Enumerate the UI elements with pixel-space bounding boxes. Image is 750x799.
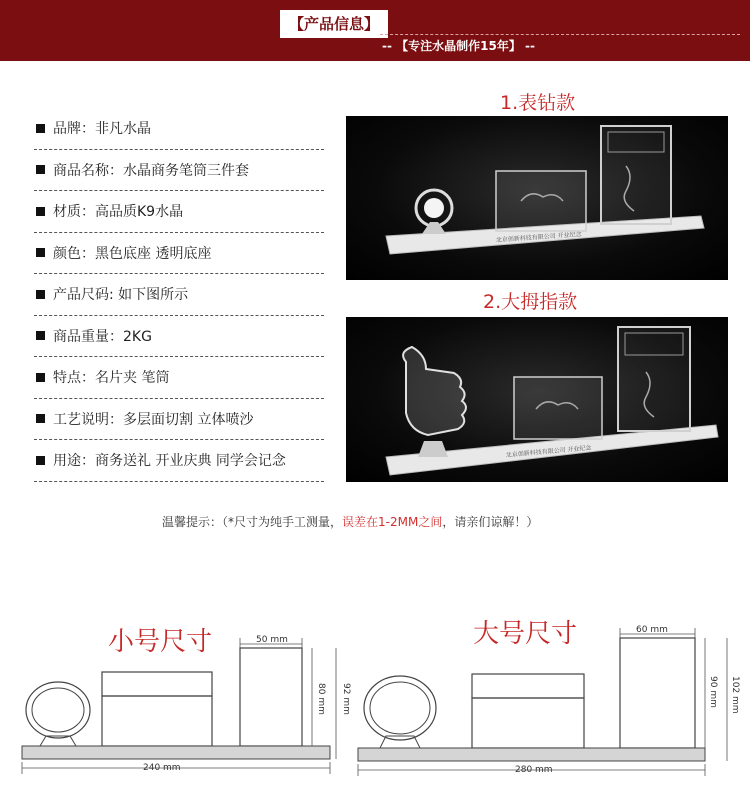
spec-text: 产品尺码: 如下图所示 xyxy=(53,287,189,304)
small-height-outer: 92 mm xyxy=(341,683,351,715)
product-1-photo xyxy=(346,116,728,280)
note-suffix: ，请亲们谅解！） xyxy=(442,515,539,529)
small-top-width: 50 mm xyxy=(256,635,288,645)
spec-text: 商品重量：2KG xyxy=(53,328,152,345)
clock-face xyxy=(424,198,444,218)
bullet-square-icon xyxy=(36,373,45,382)
large-height-outer: 102 mm xyxy=(730,676,740,714)
banner-divider xyxy=(380,34,740,35)
large-size-title: 大号尺寸 xyxy=(473,619,578,649)
large-base-width: 280 mm xyxy=(515,765,553,775)
large-height-inner: 90 mm xyxy=(708,676,718,708)
bullet-square-icon xyxy=(36,456,45,465)
spec-text: 工艺说明：多层面切割 立体喷沙 xyxy=(53,411,254,428)
bullet-square-icon xyxy=(36,207,45,216)
base-outline xyxy=(358,748,705,761)
small-height-inner: 80 mm xyxy=(316,683,326,715)
product-2-illustration xyxy=(346,317,728,482)
large-top-width: 60 mm xyxy=(636,625,668,635)
bullet-square-icon xyxy=(36,248,45,257)
pen-holder xyxy=(618,327,690,431)
bullet-square-icon xyxy=(36,414,45,423)
spec-row xyxy=(34,357,324,399)
bullet-square-icon xyxy=(36,331,45,340)
card-holder xyxy=(496,171,586,231)
card-holder-body xyxy=(102,696,212,746)
bullet-square-icon xyxy=(36,124,45,133)
spec-text: 商品名称：水晶商务笔筒三件套 xyxy=(53,162,249,179)
spec-row xyxy=(34,399,324,441)
product-2-photo xyxy=(346,317,728,482)
spec-row xyxy=(34,150,324,192)
clock-inner xyxy=(370,682,430,734)
measurement-note xyxy=(162,513,538,530)
spec-row xyxy=(34,233,324,275)
small-base-width: 240 mm xyxy=(143,763,181,773)
pen-holder xyxy=(601,126,671,224)
plate-engraving: 北京创新科技有限公司 开业纪念 xyxy=(505,444,592,459)
clock-outline xyxy=(364,676,436,740)
spec-row xyxy=(34,191,324,233)
spec-text: 材质：高品质K9水晶 xyxy=(53,204,184,221)
banner-subtitle: -- 【专注水晶制作15年】 -- xyxy=(382,39,535,53)
spec-row xyxy=(34,440,324,482)
bullet-square-icon xyxy=(36,290,45,299)
spec-text: 特点：名片夹 笔筒 xyxy=(53,370,170,387)
thumb-stand xyxy=(418,441,448,457)
clock-outline xyxy=(26,682,90,738)
header-banner xyxy=(0,0,750,61)
small-size-title: 小号尺寸 xyxy=(108,627,213,657)
plate-engraving: 北京创新科技有限公司 开业纪念 xyxy=(495,231,582,244)
product-1-illustration xyxy=(346,116,728,280)
product-1-title: 1.表钻款 xyxy=(500,92,576,114)
base-outline xyxy=(22,746,330,759)
spec-text: 品牌：非凡水晶 xyxy=(53,121,151,138)
spec-row xyxy=(34,316,324,358)
thumb-sculpture xyxy=(403,347,466,435)
bullet-square-icon xyxy=(36,165,45,174)
banner-title: 【产品信息】 xyxy=(280,10,388,38)
card-holder-top xyxy=(472,674,584,698)
pen-holder-outline xyxy=(240,648,302,746)
spec-text: 颜色：黑色底座 透明底座 xyxy=(53,245,212,262)
card-holder-top xyxy=(102,672,212,696)
clock-inner xyxy=(32,688,84,732)
note-highlight: 误差在1-2MM之间 xyxy=(342,515,443,529)
spec-list xyxy=(34,108,324,482)
card-holder xyxy=(514,377,602,439)
note-prefix: 温馨提示：（*尺寸为纯手工测量， xyxy=(162,515,343,529)
spec-text: 用途：商务送礼 开业庆典 同学会记念 xyxy=(53,453,286,470)
card-holder-body xyxy=(472,698,584,748)
pen-holder-outline xyxy=(620,638,695,748)
product-2-title: 2.大拇指款 xyxy=(483,291,578,313)
spec-row xyxy=(34,108,324,150)
spec-row xyxy=(34,274,324,316)
